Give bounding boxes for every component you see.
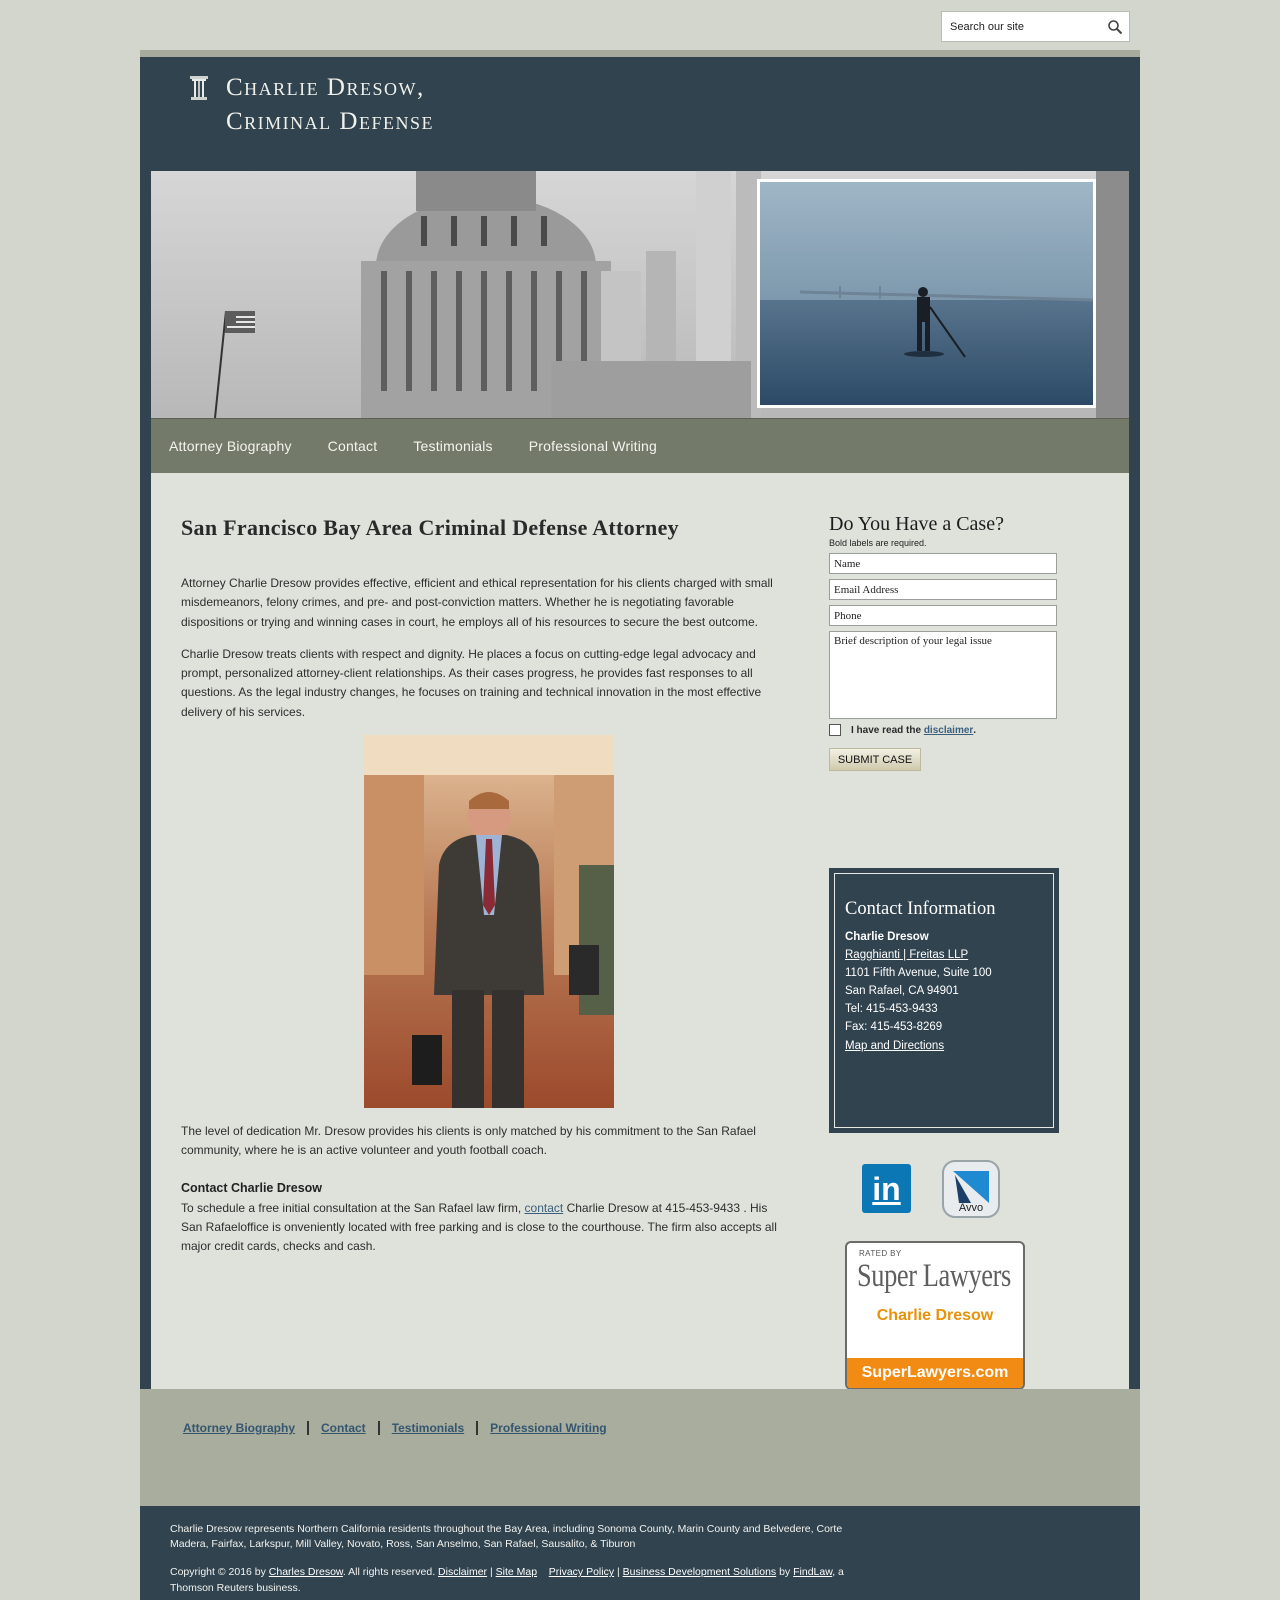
nav-attorney-biography[interactable]: Attorney Biography [169,438,292,454]
site-map-link[interactable]: Site Map [495,1566,538,1579]
business-development-link[interactable]: Business Development Solutions [622,1566,777,1579]
address-line1: 1101 Fifth Avenue, Suite 100 [845,967,992,980]
nav-contact[interactable]: Contact [327,438,378,454]
footer-nav-attorney-biography[interactable]: Attorney Biography [183,1421,296,1435]
disclaimer-link[interactable]: disclaimer [923,724,974,736]
site-name [226,71,434,139]
footer-nav-contact[interactable]: Contact [321,1421,366,1435]
fax-number: Fax: 415-453-8269 [845,1021,943,1034]
avvo-label: Avvo [958,1202,984,1214]
address-line2: San Rafael, CA 94901 [845,985,959,998]
findlaw-link[interactable]: FindLaw [793,1566,833,1579]
footer-disclaimer-link[interactable]: Disclaimer [438,1566,488,1579]
map-directions-link[interactable]: Map and Directions [845,1039,945,1052]
footer-nav-divider [476,1421,478,1435]
schedule-text-after: Charlie Dresow at 415-453-9433 . His San Rafaeloffice is onveniently located with free parking and is close to the courthouse. The firm also accepts all major credit cards, checks and cash. [181,1200,777,1254]
disclaimer-checkbox[interactable] [829,724,841,736]
search-box [941,11,1130,42]
superlawyers-title: Super Lawyers [857,1258,1011,1294]
contact-info-inner [834,873,1054,1128]
case-form [829,513,1069,771]
superlawyers-rated: RATED BY [859,1249,902,1258]
rights-text: . All rights reserved. [342,1566,439,1579]
phone-field[interactable] [829,605,1057,626]
thomson-text: , a Thomson Reuters business. [170,1566,844,1594]
schedule-paragraph [181,1199,786,1257]
case-form-title: Do You Have a Case? [829,513,1004,535]
nav-professional-writing[interactable]: Professional Writing [528,438,658,454]
footer-nav-divider [307,1421,309,1435]
contact-link[interactable]: contact [524,1200,564,1215]
email-field[interactable] [829,579,1057,600]
page-title: San Francisco Bay Area Criminal Defense Attorney [181,515,679,540]
required-note: Bold labels are required. [829,538,927,548]
community-paragraph: The level of dedication Mr. Dresow provides his clients is only matched by his commitment to the San Rafael community, where he is an active volunteer and youth football coach. [181,1124,756,1158]
phone-number: Tel: 415-453-9433 [845,1003,938,1016]
linkedin-icon[interactable]: in [862,1164,911,1213]
service-areas: Charlie Dresow represents Northern California residents throughout the Bay Area, including Sonoma County, Marin County and Belvedere, Corte Madera, Fairfax, Larkspur, Mill Valley, Novato, Ross, San Anselmo, San Rafael, Sausalito, & Tiburon [170,1523,843,1551]
copyright-text: Copyright © 2016 by [170,1566,269,1579]
page-frame [140,50,1140,1600]
attorney-photo [364,735,614,1108]
contact-name: Charlie Dresow [845,931,929,943]
hero-banner [151,171,1129,418]
firm-link[interactable]: Ragghianti | Freitas LLP [845,949,969,962]
site-name-line2: Criminal Defense [226,108,434,135]
copyright: Copyright © 2016 by Charles Dresow. All rights reserved. Disclaimer | Site Map Privacy Policy | Business Development Solutions by FindLaw, a Thomson Reuters business. [170,1566,844,1594]
description-field[interactable] [829,631,1057,719]
intro-paragraph: Attorney Charlie Dresow provides effective, efficient and ethical representation for his clients charged with small misdemeanors, felony crimes, and pre- and post-conviction matters. Whether he is negotiating favorable dispositions or trying and winning cases in court, he employs all of his resources to secure the best outcome. [181,576,773,629]
by-text: by [776,1566,794,1579]
submit-case-button[interactable]: SUBMIT CASE [829,748,921,771]
respect-paragraph: Charlie Dresow treats clients with respect and dignity. He places a focus on cutting-edge legal advocacy and prompt, personalized attorney-client relationships. As their cases progress, he provides fast responses to all questions. As the legal industry changes, he focuses on training and technical innovation in the most effective delivery of his services. [181,646,762,719]
site-name-line1: Charlie Dresow, [226,74,425,101]
avvo-icon[interactable] [941,1159,1001,1219]
agree-text: I have read the [851,724,922,736]
superlawyers-badge[interactable] [845,1241,1025,1390]
main-content [181,515,786,1270]
paddleboard-photo [757,179,1096,408]
main-nav [151,418,1129,473]
search-input[interactable] [942,12,1092,41]
nav-testimonials[interactable]: Testimonials [413,438,493,454]
search-icon[interactable] [1107,19,1123,35]
owner-link[interactable]: Charles Dresow [268,1566,343,1579]
superlawyers-site: SuperLawyers.com [847,1358,1023,1388]
superlawyers-name: Charlie Dresow [876,1307,994,1324]
agree-end: . [973,724,977,736]
column-icon [189,75,209,101]
disclaimer-agreement [829,724,1069,736]
footer [170,1522,870,1600]
footer-nav-professional-writing[interactable]: Professional Writing [490,1421,607,1435]
footer-nav [140,1389,1140,1506]
privacy-policy-link[interactable]: Privacy Policy [548,1566,615,1579]
contact-info-box [829,868,1059,1133]
main-panel [151,473,1129,1393]
site-logo[interactable] [189,71,434,139]
schedule-text-before: To schedule a free initial consultation at the San Rafael law firm, [181,1200,525,1215]
footer-nav-testimonials[interactable]: Testimonials [391,1421,465,1435]
contact-info-title: Contact Information [845,899,996,919]
footer-nav-divider [378,1421,380,1435]
name-field[interactable] [829,553,1057,574]
contact-heading: Contact Charlie Dresow [181,1180,323,1195]
